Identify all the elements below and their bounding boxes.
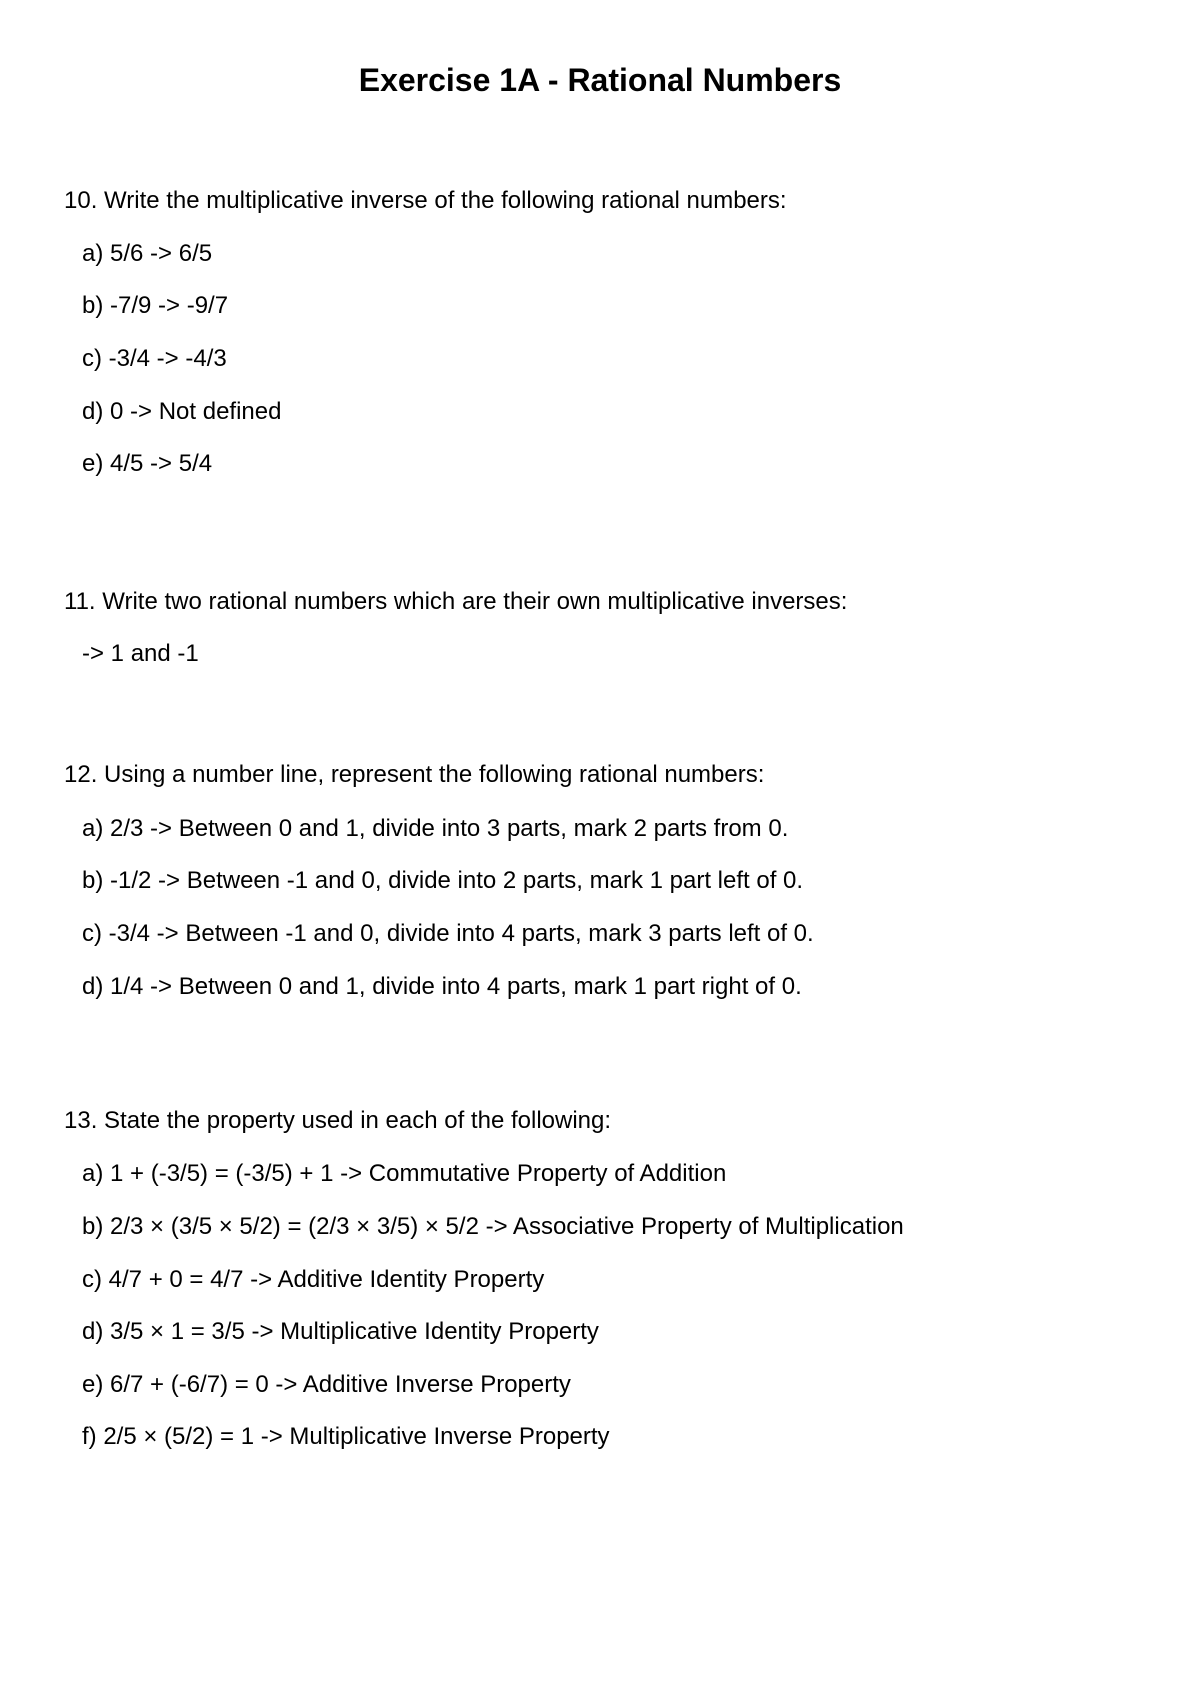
answer-line: d) 1/4 -> Between 0 and 1, divide into 4 parts, mark 1 part right of 0. <box>82 973 802 1000</box>
answer-line: -> 1 and -1 <box>82 640 199 667</box>
answer-line: b) -7/9 -> -9/7 <box>82 292 229 319</box>
answer-line: c) -3/4 -> Between -1 and 0, divide into 4 parts, mark 3 parts left of 0. <box>82 920 814 947</box>
answer-line: e) 4/5 -> 5/4 <box>82 450 213 477</box>
answer-line: e) 6/7 + (-6/7) = 0 -> Additive Inverse Property <box>82 1371 571 1398</box>
answer-line: a) 2/3 -> Between 0 and 1, divide into 3 parts, mark 2 parts from 0. <box>82 815 789 842</box>
answer-line: b) 2/3 × (3/5 × 5/2) = (2/3 × 3/5) × 5/2 -> Associative Property of Multiplication <box>82 1213 904 1240</box>
page-title: Exercise 1A - Rational Numbers <box>358 62 842 98</box>
answer-line: b) -1/2 -> Between -1 and 0, divide into 2 parts, mark 1 part left of 0. <box>82 867 804 894</box>
answer-line: c) -3/4 -> -4/3 <box>82 345 227 372</box>
answer-line: f) 2/5 × (5/2) = 1 -> Multiplicative Inverse Property <box>82 1423 610 1450</box>
answer-line: d) 3/5 × 1 = 3/5 -> Multiplicative Identity Property <box>82 1318 599 1345</box>
answer-line: a) 5/6 -> 6/5 <box>82 240 213 267</box>
question-prompt: 12. Using a number line, represent the following rational numbers: <box>64 761 765 788</box>
answer-line: d) 0 -> Not defined <box>82 398 282 425</box>
question-prompt: 11. Write two rational numbers which are their own multiplicative inverses: <box>64 588 848 615</box>
answer-line: a) 1 + (-3/5) = (-3/5) + 1 -> Commutative Property of Addition <box>82 1160 727 1187</box>
answer-line: c) 4/7 + 0 = 4/7 -> Additive Identity Property <box>82 1266 545 1293</box>
question-prompt: 13. State the property used in each of the following: <box>64 1107 612 1134</box>
question-prompt: 10. Write the multiplicative inverse of the following rational numbers: <box>64 187 787 214</box>
